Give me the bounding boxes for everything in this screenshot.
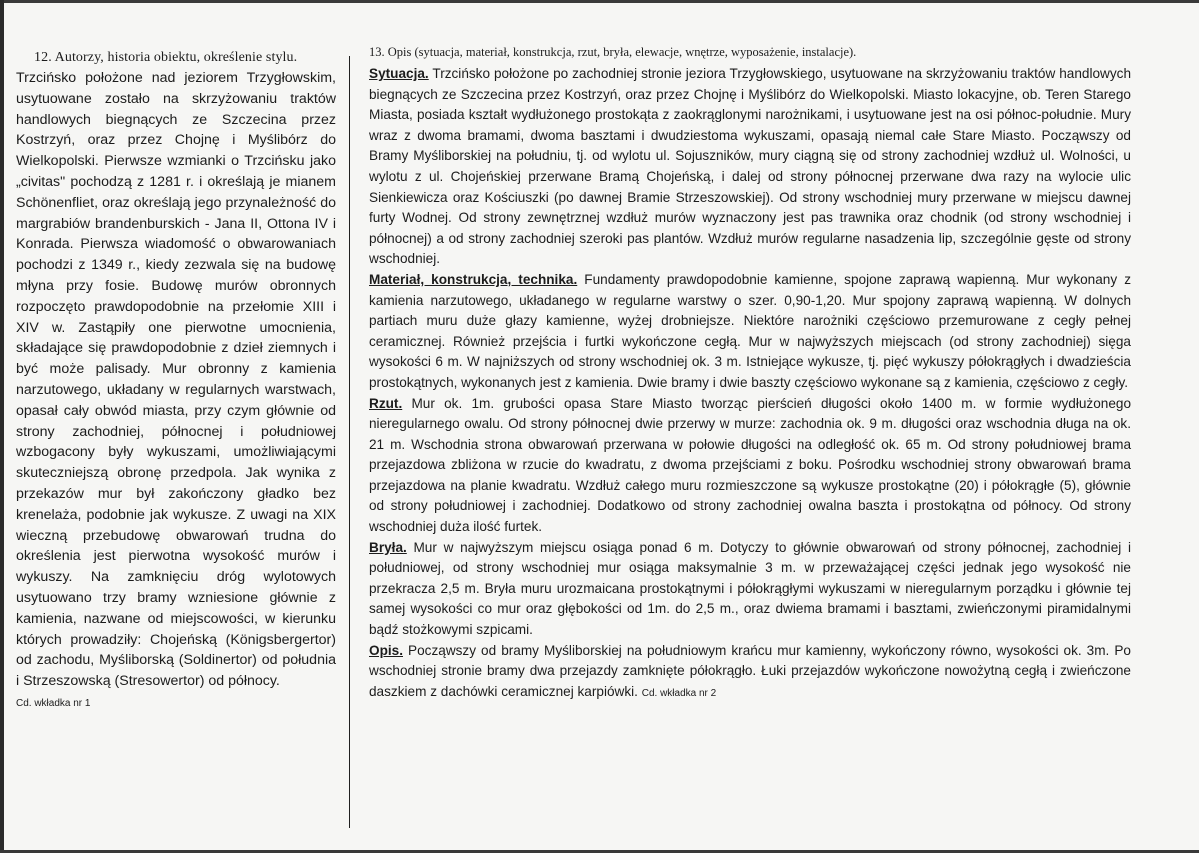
section-material-text: Fundamenty prawdopodobnie kamienne, spojone zaprawą wapienną. Mur wykonany z kamienia narzutowego, układanego w regularne warstwy o szer. 0,90-1,20. Mur spojony zaprawą wapienną. W dolnych partiach muru duże głazy kamienne, wyżej drobniejsze. Niektóre narożniki częściowo przemurowane z cegły pełnej ceramicznej. Również przejścia i furtki wykończone cegłą. Mur w najwyższych miejscach (od strony zachodniej) sięga wysokości 6 m. W najniższych od strony wschodniej ok. 3 m. Istniejące wykusze, tj. pięć wykuszy półokrągłych i dwadzieścia prostokątnych, wykonanych jest z kamienia. Dwie bramy i dwie baszty częściowo wykonane są z kamienia, częściowo z cegły. [369,271,1131,390]
section-description [369,641,1131,705]
description-continuation-note: Cd. wkładka nr 2 [641,687,717,699]
scan-edge-left [0,0,4,853]
description-heading: 13. Opis (sytuacja, materiał, konstrukcja, rzut, bryła, elewacje, wnętrze, wyposażenie, instalacje). [369,45,857,59]
section-form [369,538,1131,641]
section-plan [369,394,1131,538]
description-column [369,45,1131,704]
scan-edge-top [0,0,1199,3]
column-divider [349,56,350,828]
history-column [16,50,336,709]
history-continuation-note: Cd. wkładka nr 1 [16,697,91,709]
history-text: Trzcińsko położone nad jeziorem Trzygłowskim, usytuowane zostało na skrzyżowaniu traktów handlowych biegnących ze Szczecina przez Kostrzyń, oraz przez Chojnę i Myślibórz do Wielkopolski. Pierwsze wzmianki o Trzcińsku jako „civitas" pochodzą z 1281 r. i określają je mianem Schönenfliet, oraz określają jego przynależność do margrabiów brandenburskich - Jana II, Ottona IV i Konrada. Pierwsza wiadomość o obwarowaniach pochodzi z 1349 r., kiedy zezwala się na budowę młyna przy fosie. Budowę murów obronnych rozpoczęto prawdopodobnie na przełomie XIII i XIV w. Zastąpiły one pierwotne umocnienia, składające się prawdopodobnie z dzieł ziemnych i być może palisady. Mur obronny z kamienia narzutowego, układany w regularnych warstwach, opasał cały obwód miasta, przy czym głównie od strony zachodniej, północnej i południowej wzbogacony były wykuszami, umożliwiającymi skuteczniejszą obronę przedpola. Jak wynika z przekazów mur był zakończony gładko bez krenelaża, podobnie jak wykusze. Z uwagi na XIX wieczną przebudowę obwarowań trudna do określenia jest pierwotna wysokość murów i wykuszy. Na zamknięciu dróg wylotowych usytuowano trzy bramy wzniesione głównie z kamienia, nazwane od miejscowości, w kierunku których prowadziły: Chojeńską (Königsbergertor) od zachodu, Myśliborską (Soldinertor) od południa i Strzeszowską (Stresowertor) od północy. [16,70,336,690]
section-situation-text: Trzcińsko położone po zachodniej stronie jeziora Trzygłowskiego, usytuowane na skrzyżowaniu traktów handlowych biegnących ze Szczecina przez Kostrzyń, oraz przez Chojnę i Myślibórz do Wielkopolski. Miasto lokacyjne, ob. Teren Starego Miasta, posiada kształt wydłużonego prostokąta z zaokrąglonymi narożnikami, i usytuowane jest na osi północ-południe. Mury wraz z dwoma bramami, dwoma basztami i dwudziestoma wykuszami, opasają niemal całe Stare Miasto. Począwszy od Bramy Myśliborskiej na południu, tj. od wylotu ul. Sojuszników, mury ciągną się od strony zachodniej wzdłuż ul. Wolności, u wylotu z ul. Chojeńskiej przerwane Bramą Chojeńską, i dalej od strony północnej przerwane dwa razy na wylocie ulic Sienkiewicza oraz Kościuszki (po dawnej Bramie Strzeszowskiej). Od strony wschodniej mury przerwane w miejscu dawnej furty Wodnej. Od strony zewnętrznej wzdłuż murów wyznaczony jest pas trawnika oraz chodnik (od strony wschodniej i północnej) a od strony zachodniej szeroki pas plantów. Wzdłuż murów regularne nasadzenia lip, szczególnie gęste od strony wschodniej. [369,66,1131,267]
section-description-text: Począwszy od bramy Myśliborskiej na południowym krańcu mur kamienny, wykończony równo, wysokości ok. 3m. Po wschodniej stronie bramy dwa przejazdy zamknięte półokrągło. Łuki przejazdów wykończone nowożytną cegłą i zwieńczone daszkiem z dachówki ceramicznej karpiówki. [369,642,1131,699]
section-description-title: Opis. [369,642,403,658]
section-situation [369,64,1131,270]
section-plan-title: Rzut. [369,395,403,411]
section-situation-title: Sytuacja. [369,66,429,81]
section-plan-text: Mur ok. 1m. grubości opasa Stare Miasto tworząc pierścień długości około 1400 m. w formie wydłużonego nieregularnego owalu. Od strony północnej dwie przerwy w murze: zachodnia ok. 9 m. długości oraz wschodnia długa na ok. 21 m. Wschodnia strona obwarowań przerwana w połowie długości na odległość ok. 65 m. Od strony południowej brama przejazdowa zbliżona w rzucie do kwadratu, z dwoma przejściami z boku. Pośrodku wschodniej strony obwarowań brama przejazdowa na planie kwadratu. Wzdłuż całego muru rozmieszczone są wykusze prostokątne (20) i półokrągłe (5), głównie od strony południowej i zachodniej. Dodatkowo od strony zachodniej owalna baszta i prostokątna od północy. Od strony wschodniej duża ilość furtek. [369,395,1131,535]
history-heading: 12. Autorzy, historia obiektu, określenie stylu. [34,50,298,65]
section-material [369,270,1131,394]
section-form-title: Bryła. [369,539,407,555]
section-form-text: Mur w najwyższym miejscu osiąga ponad 6 m. Dotyczy to głównie obwarowań od strony północnej, zachodniej i południowej, od strony wschodniej mur osiąga maksymalnie 3 m. w przeważającej części jednak jego wysokość nie przekracza 2,5 m. Bryła muru urozmaicana prostokątnymi i półokrągłymi wykuszami w nieregularnym porządku i głównie tej samej wysokości co mur oraz głębokości od 1m. do 2,5 m., oraz dwiema bramami i basztami, zwieńczonymi piramidalnymi bądź stożkowymi szpicami. [369,539,1131,638]
section-material-title: Materiał, konstrukcja, technika. [369,271,578,287]
